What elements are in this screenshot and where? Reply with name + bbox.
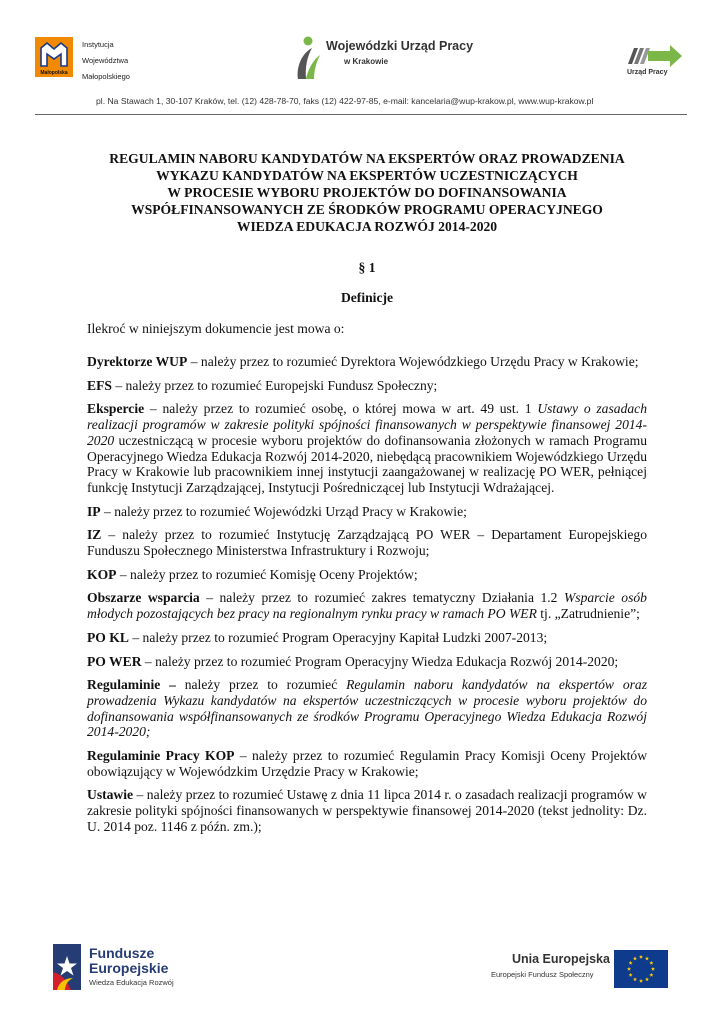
definition-term: EFS <box>87 377 112 393</box>
definition-item <box>87 654 647 670</box>
definition-text: – należy przez to rozumieć Dyrektora Wojewódzkiego Urzędu Pracy w Krakowie; <box>187 354 639 369</box>
definition-term: Obszarze wsparcia <box>87 590 200 606</box>
definition-text: – należy przez to rozumieć Program Operacyjny Wiedza Edukacja Rozwój 2014-2020; <box>141 653 619 669</box>
section-title: Definicje <box>340 290 394 305</box>
fundusze-europejskie-title <box>89 946 168 976</box>
institution-line-3: Małopolskiego <box>82 72 130 81</box>
definition-text: – należy przez to rozumieć Instytucję Zarządzającą PO WER – Departament Europejskiego Funduszu Społecznego Ministerstwa Infrastruktury i Rozwoju; <box>87 527 647 559</box>
institution-name <box>82 37 130 85</box>
definition-term: PO WER <box>87 653 142 669</box>
unia-europejska-logo-block <box>490 948 670 992</box>
definition-text: należy przez to rozumieć <box>175 677 347 693</box>
definition-item <box>87 787 647 834</box>
definition-text: – należy przez to rozumieć Wojewódzki Urząd Pracy w Krakowie; <box>100 503 467 519</box>
urzad-pracy-arrow-icon <box>624 38 684 68</box>
definition-item <box>87 504 647 520</box>
contact-line: pl. Na Stawach 1, 30-107 Kraków, tel. (12) 428-78-70, faks (12) 422-97-85, e-mail: kancelaria@wup-krakow.pl, www.wup-krakow.pl <box>96 96 594 106</box>
title-line: REGULAMIN NABORU KANDYDATÓW NA EKSPERTÓW ORAZ PROWADZENIA <box>109 151 625 166</box>
definition-term: IP <box>87 503 101 519</box>
definition-term: KOP <box>87 566 117 582</box>
fundusze-europejskie-logo-block <box>53 944 203 992</box>
title-line: WYKAZU KANDYDATÓW NA EKSPERTÓW UCZESTNICZĄCYCH <box>156 168 578 183</box>
fe-title-line-1: Fundusze <box>89 945 155 961</box>
definition-text: – należy przez to rozumieć Regulamin Pracy Komisji Oceny Projektów obowiązujący w Wojewódzkim Urzędzie Pracy w Krakowie; <box>87 748 648 779</box>
institution-line-2: Województwa <box>82 56 129 65</box>
definition-italic-text: Wsparcie osób młodych pozostających bez pracy na regionalnym rynku pracy w ramach PO WER <box>87 590 647 622</box>
wup-city: w Krakowie <box>344 57 389 66</box>
wup-figure-icon <box>292 35 322 81</box>
definition-text: uczestniczącą w procesie wyboru projektów do dofinansowania złożonych w ramach Programu Operacyjnego Wiedza Edukacja Rozwój 2014-2020, niebędącą pracownikiem Wojewódzkiego Urzędu Pracy w Krakowie lub pracownikiem innej instytucji zaangażowanej w realizację PO WER, pełniącej funkcję Instytucji Zarządzającej, Instytucji Pośredniczącej lub Instytucji Wdrażającej. <box>87 432 647 495</box>
wup-logo-block <box>292 35 502 83</box>
unia-europejska-subtitle: Europejski Fundusz Społeczny <box>491 970 594 979</box>
title-line: W PROCESIE WYBORU PROJEKTÓW DO DOFINANSOWANIA <box>167 185 567 200</box>
definition-item <box>87 401 647 495</box>
definition-item <box>87 677 647 740</box>
fe-title-line-2: Europejskie <box>89 960 169 976</box>
definition-italic-text: Ustawy o zasadach realizacji programów w zakresie polityki spójności finansowanych w perspektywie finansowej 2014-2020 <box>87 401 647 448</box>
definition-term: Regulaminie Pracy KOP <box>87 748 235 764</box>
definition-term: IZ <box>87 527 102 543</box>
definition-text: – należy przez to rozumieć Europejski Fundusz Społeczny; <box>111 377 438 393</box>
definition-text: – należy przez to rozumieć Komisję Oceny Projektów; <box>116 566 418 582</box>
document-title <box>87 150 647 235</box>
malopolska-logo-text: Małopolska <box>40 70 68 76</box>
fundusze-europejskie-subtitle: Wiedza Edukacja Rozwój <box>89 978 174 987</box>
wup-name: Wojewódzki Urząd Pracy <box>326 39 474 53</box>
definition-text: – należy przez to rozumieć osobę, o której mowa w art. 49 ust. 1 <box>144 401 538 417</box>
definition-text: – należy przez to rozumieć Program Operacyjny Kapitał Ludzki 2007-2013; <box>128 629 548 645</box>
urzad-pracy-label: Urząd Pracy <box>627 69 668 76</box>
urzad-pracy-logo-block <box>624 38 686 82</box>
definition-text: – należy przez to rozumieć Ustawę z dnia 11 lipca 2014 r. o zasadach realizacji programów w zakresie polityki spójności finansowanych w perspektywie finansowej 2014-2020 (tekst jednolity: Dz. U. 2014 poz. 1146 z późn. zm.); <box>87 787 647 834</box>
definition-term: PO KL <box>87 629 129 645</box>
fundusze-europejskie-star-icon <box>53 944 81 990</box>
institution-line-1: Instytucja <box>82 40 114 49</box>
definition-text: – należy przez to rozumieć zakres tematyczny Działania 1.2 <box>199 590 564 606</box>
definition-term: Dyrektorze WUP <box>87 354 188 369</box>
section-number: § 1 <box>358 260 376 275</box>
definition-item <box>87 590 647 621</box>
definition-item <box>87 527 647 558</box>
definition-text: tj. „Zatrudnienie”; <box>536 606 640 622</box>
document-body <box>87 150 647 843</box>
unia-europejska-title: Unia Europejska <box>512 952 610 966</box>
definition-item <box>87 354 647 370</box>
definition-item <box>87 567 647 583</box>
definition-term: Regulaminie – <box>87 677 176 693</box>
title-line: WIEDZA EDUKACJA ROZWÓJ 2014-2020 <box>236 219 498 234</box>
definition-item <box>87 630 647 646</box>
definition-italic-text: Regulamin naboru kandydatów na ekspertów oraz prowadzenia Wykazu kandydatów na ekspertów uczestniczących w procesie wyboru projektów do dofinansowania współfinansowanych ze środków Programu Operacyjnego Wiedza Edukacja Rozwój 2014-2020; <box>87 677 647 740</box>
eu-flag-icon <box>614 950 668 988</box>
header-divider <box>35 114 687 115</box>
institution-header-block <box>35 37 155 81</box>
title-line: WSPÓŁFINANSOWANYCH ZE ŚRODKÓW PROGRAMU OPERACYJNEGO <box>131 202 603 217</box>
intro-text: Ilekroć w niniejszym dokumencie jest mowa o: <box>87 321 345 336</box>
definition-item <box>87 378 647 394</box>
definition-term: Ekspercie <box>87 401 145 417</box>
definition-item <box>87 748 647 779</box>
malopolska-logo-icon <box>35 37 73 77</box>
definitions-list <box>87 354 647 835</box>
definition-term: Ustawie <box>87 787 134 803</box>
